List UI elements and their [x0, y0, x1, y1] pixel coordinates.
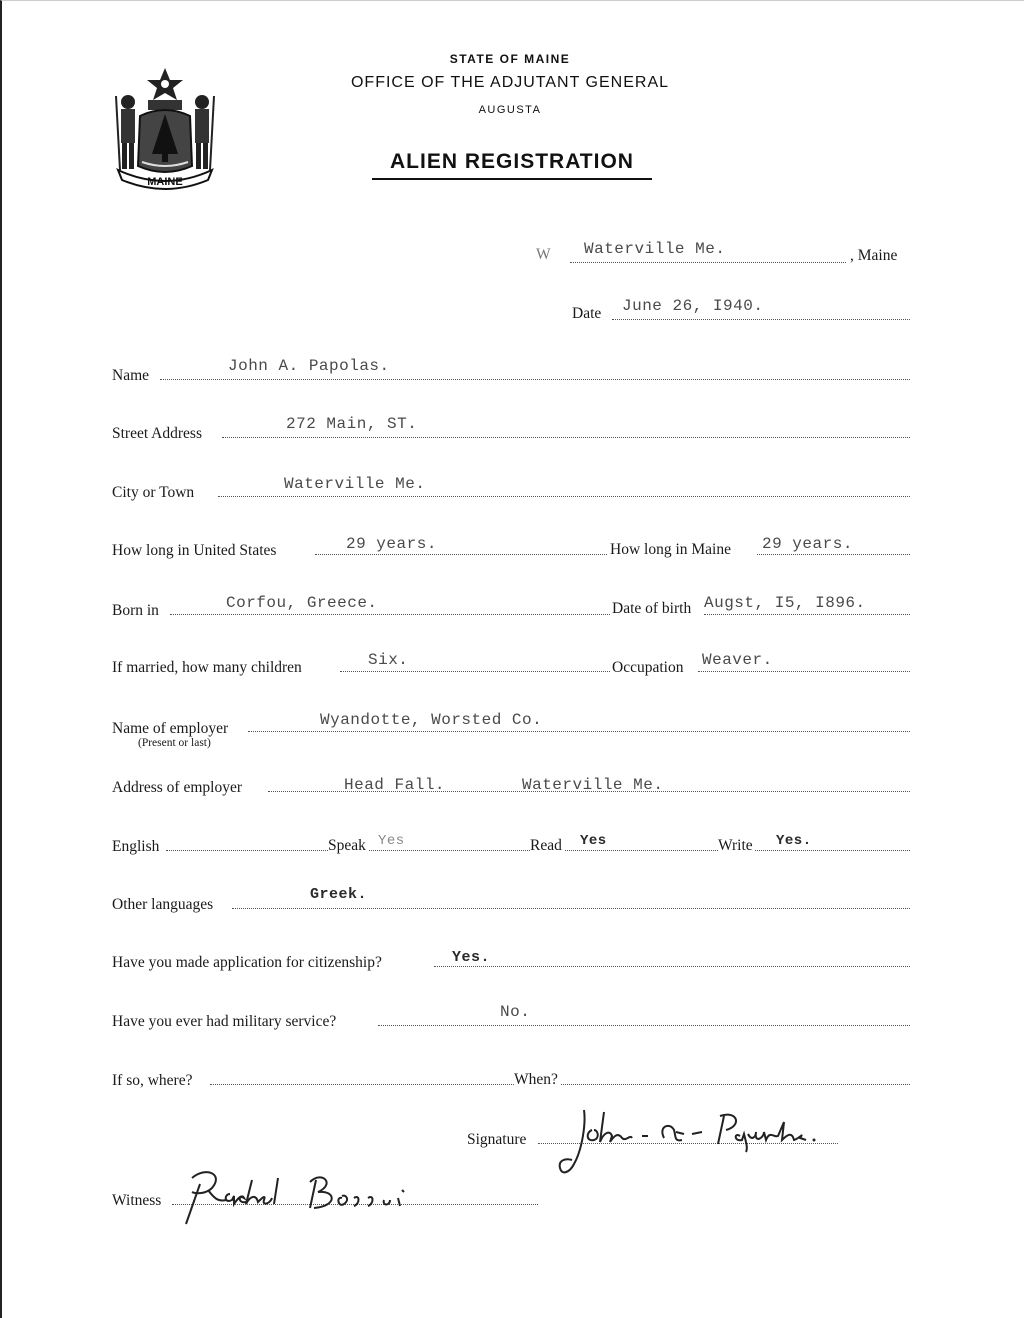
street-label: Street Address: [112, 425, 202, 442]
us-duration-label: How long in United States: [112, 542, 277, 559]
dob-value: Augst, I5, I896.: [704, 594, 866, 612]
military-value: No.: [500, 1003, 531, 1021]
signature-text: John A. Papolas.: [552, 1102, 559, 1103]
employer-address-value-2: Waterville Me.: [522, 776, 664, 794]
speak-value: Yes: [378, 833, 405, 849]
maine-seal-icon: [110, 66, 220, 194]
where-label: If so, where?: [112, 1072, 193, 1089]
other-languages-value: Greek.: [310, 886, 368, 903]
dob-line: [704, 614, 910, 615]
applicant-signature: [552, 1102, 842, 1182]
english-label: English: [112, 838, 160, 855]
children-value: Six.: [368, 651, 409, 669]
occupation-line: [698, 671, 910, 672]
write-value: Yes.: [776, 833, 812, 849]
seal-motto: MAINE: [147, 176, 183, 188]
write-label: Write: [718, 837, 753, 854]
date-label: Date: [572, 305, 602, 322]
speak-label: Speak: [328, 837, 366, 854]
employer-line: [248, 731, 910, 732]
place-prefix: W: [536, 246, 551, 263]
street-value: 272 Main, ST.: [286, 415, 418, 433]
name-label: Name: [112, 367, 150, 384]
employer-address-label: Address of employer: [112, 779, 242, 796]
form-title: ALIEN REGISTRATION: [372, 150, 652, 180]
children-line: [340, 671, 610, 672]
employer-label: Name of employer: [112, 720, 229, 737]
date-line: [612, 319, 910, 320]
citizenship-label: Have you made application for citizenship?: [112, 954, 382, 971]
name-line: [160, 379, 910, 380]
occupation-label: Occupation: [612, 659, 684, 676]
witness-label: Witness: [112, 1192, 162, 1209]
read-label: Read: [530, 837, 562, 854]
header-city: AUGUSTA: [478, 104, 542, 116]
military-line: [378, 1025, 910, 1026]
other-languages-line: [232, 908, 910, 909]
dob-label: Date of birth: [612, 600, 692, 617]
me-duration-label: How long in Maine: [610, 541, 731, 558]
born-label: Born in: [112, 602, 159, 619]
header-state: STATE OF MAINE: [449, 52, 571, 66]
place-value: Waterville Me.: [584, 240, 726, 258]
header-office: OFFICE OF THE ADJUTANT GENERAL: [350, 74, 670, 91]
city-line: [218, 496, 910, 497]
citizenship-line: [434, 966, 910, 967]
employer-value: Wyandotte, Worsted Co.: [320, 711, 543, 729]
city-value: Waterville Me.: [284, 475, 426, 493]
military-label: Have you ever had military service?: [112, 1013, 337, 1030]
employer-address-value: Head Fall.: [344, 776, 446, 794]
city-label: City or Town: [112, 484, 195, 501]
street-line: [222, 437, 910, 438]
place-line: [570, 262, 846, 263]
witness-signature: [172, 1164, 442, 1236]
us-duration-line: [315, 554, 607, 555]
witness-text: Rachel Bossé: [172, 1164, 178, 1165]
when-label: When?: [514, 1071, 558, 1088]
name-value: John A. Papolas.: [228, 357, 390, 375]
me-duration-line: [757, 554, 910, 555]
signature-label: Signature: [467, 1131, 527, 1148]
occupation-value: Weaver.: [702, 651, 773, 669]
place-suffix: , Maine: [850, 247, 898, 264]
where-line: [210, 1084, 910, 1085]
citizenship-value: Yes.: [452, 949, 491, 966]
born-line: [170, 614, 610, 615]
me-duration-value: 29 years.: [762, 535, 853, 553]
children-label: If married, how many children: [112, 659, 302, 676]
read-value: Yes: [580, 833, 607, 849]
born-value: Corfou, Greece.: [226, 594, 378, 612]
employer-sublabel: (Present or last): [138, 737, 211, 749]
us-duration-value: 29 years.: [346, 535, 437, 553]
other-languages-label: Other languages: [112, 896, 214, 913]
date-value: June 26, I940.: [622, 297, 764, 315]
